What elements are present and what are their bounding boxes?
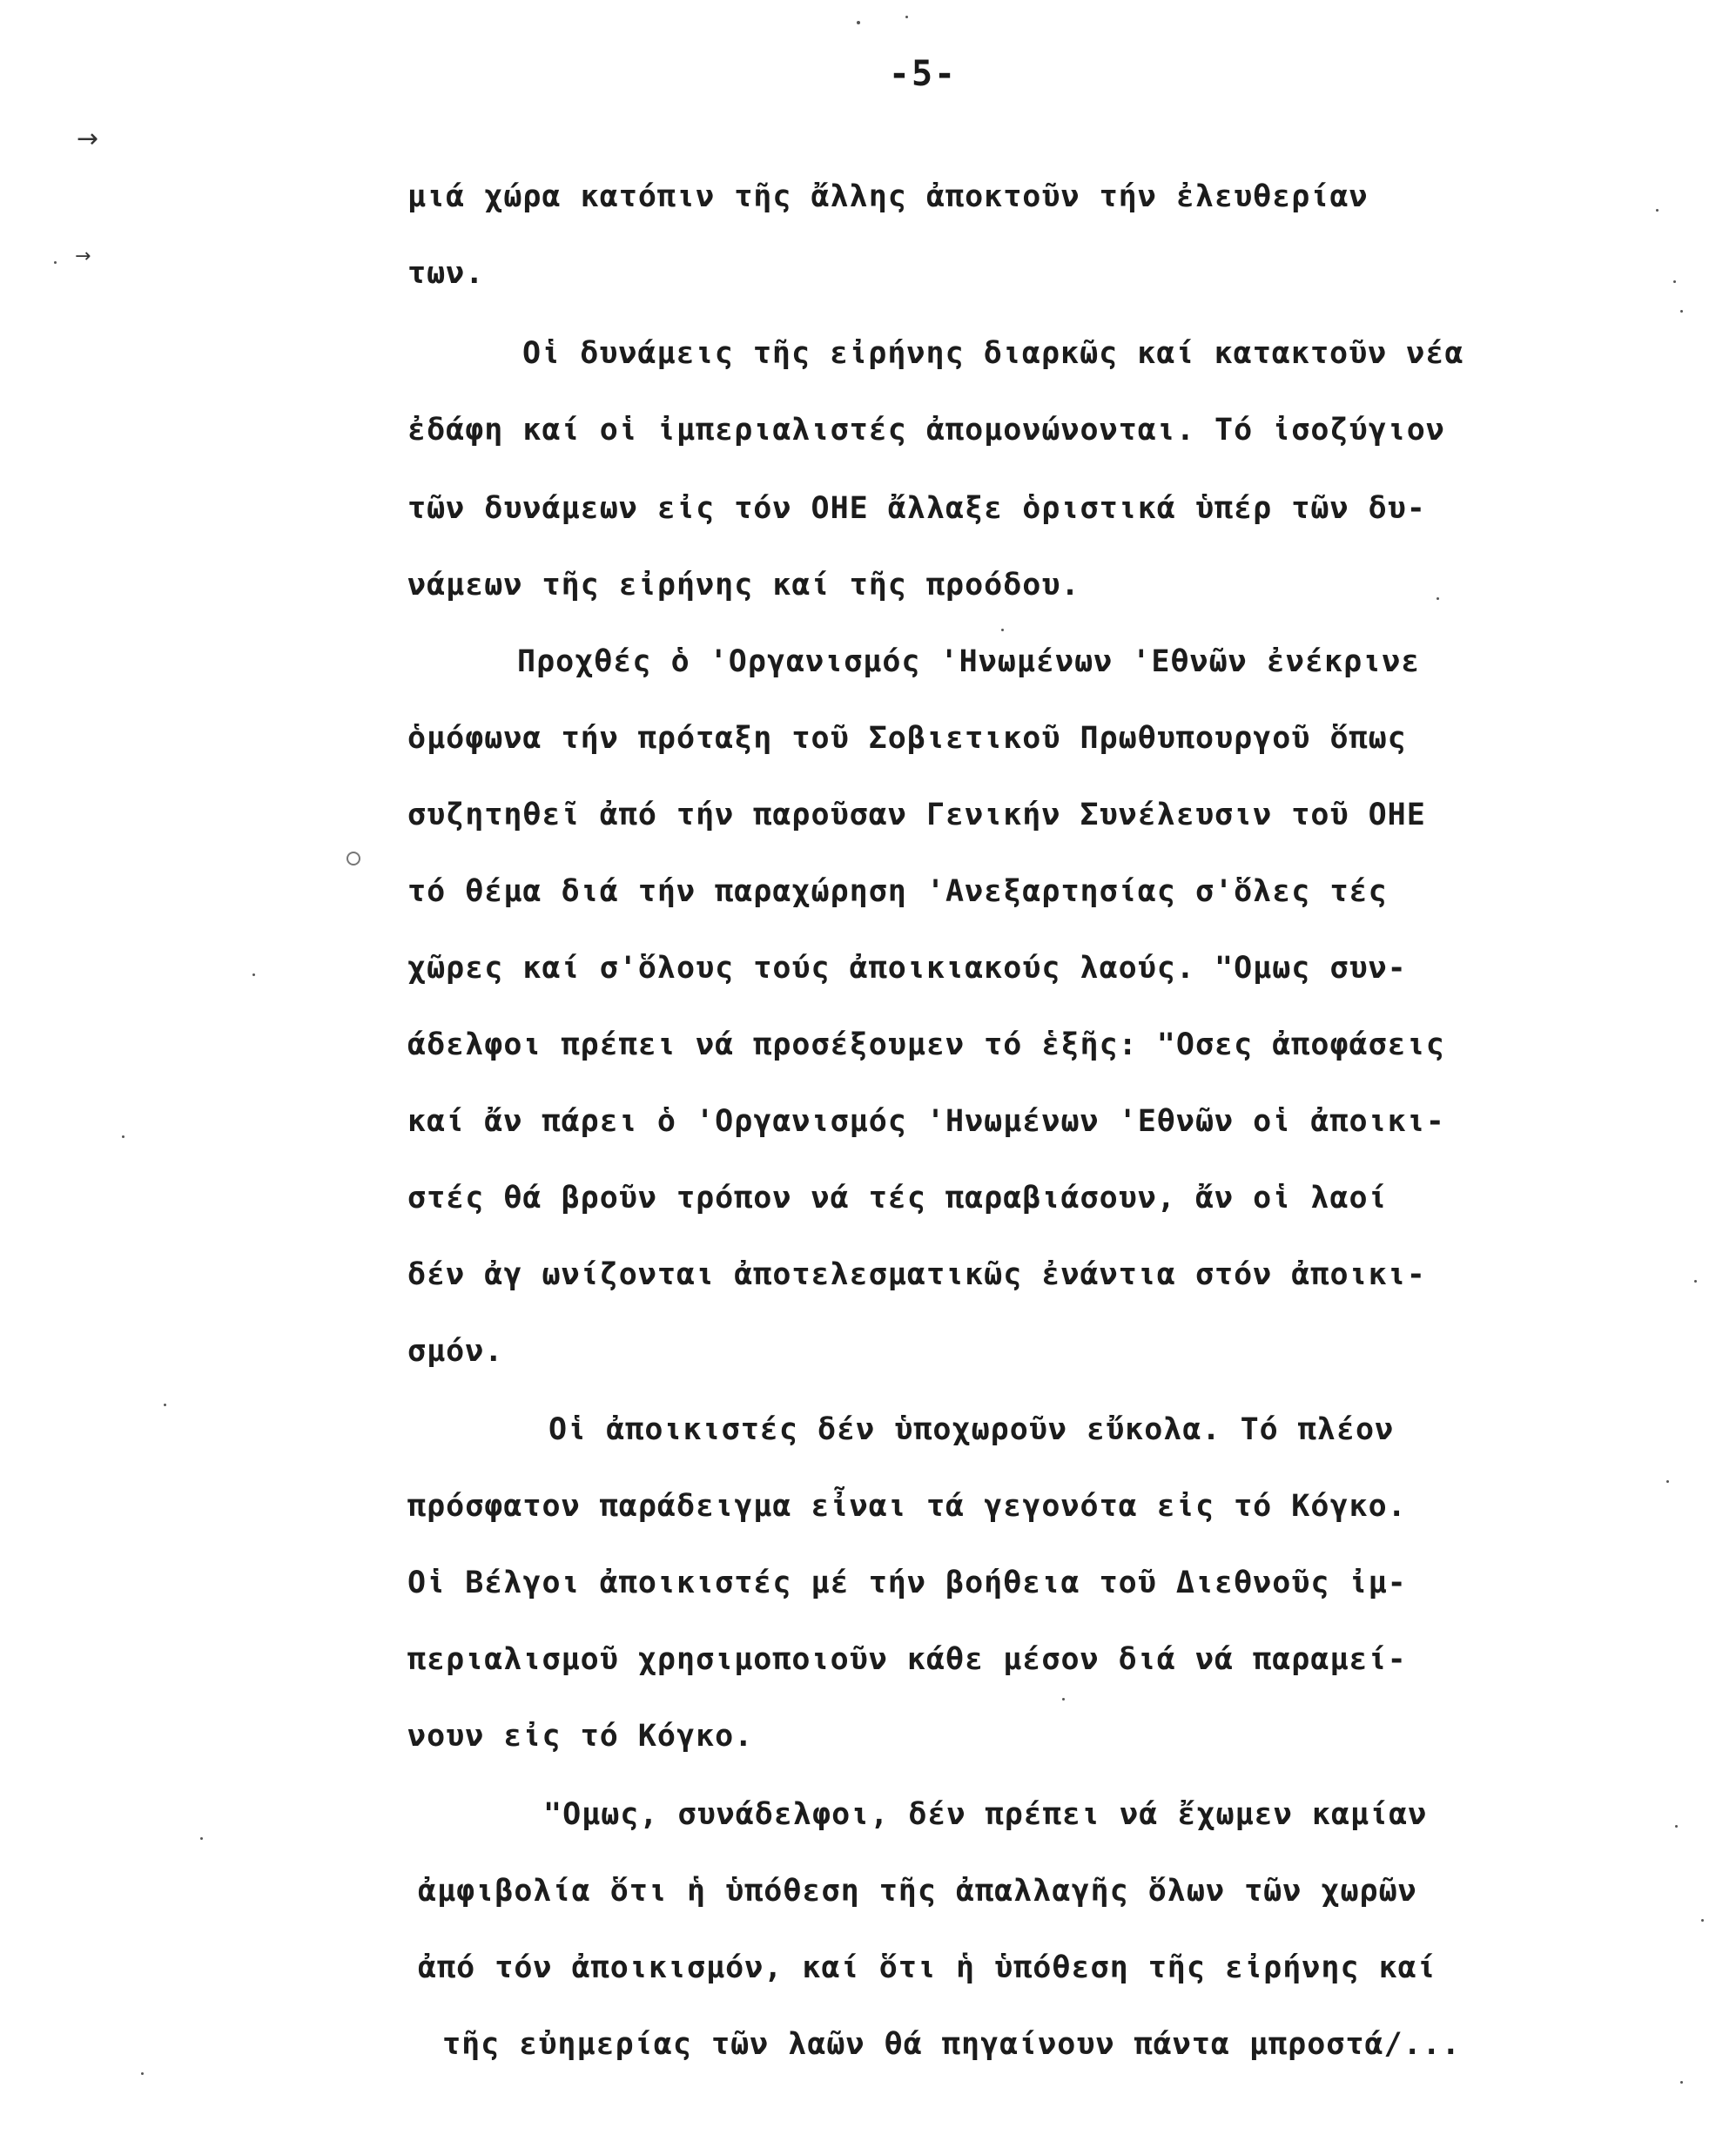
text-line: χῶρες καί σ'ὅλους τούς ἀποικιακούς λαούς. "Ομως συν- xyxy=(407,951,1407,986)
text-line: άδελφοι πρέπει νά προσέξουμεν τό ἑξῆς: "Οσες ἀποφάσεις xyxy=(407,1027,1445,1062)
scan-speck xyxy=(1666,1480,1669,1483)
scan-mark-arrow-icon: → xyxy=(77,124,99,154)
text-line: Προχθές ὁ 'Οργανισμός 'Ηνωμένων 'Εθνῶν ἐνέκρινε xyxy=(517,644,1421,679)
scan-speck xyxy=(1437,597,1439,600)
text-line: καί ἄν πάρει ὁ 'Οργανισμός 'Ηνωμένων 'Εθνῶν οἱ ἀποικι- xyxy=(407,1104,1445,1139)
scan-mark-arrow-icon: → xyxy=(75,246,91,267)
scan-speck xyxy=(1675,1825,1678,1828)
text-line: σμόν. xyxy=(407,1334,504,1369)
text-line: συζητηθεῖ ἀπό τήν παροῦσαν Γενικήν Συνέλευσιν τοῦ ΟΗΕ xyxy=(407,798,1426,832)
text-line: ἐδάφη καί οἱ ἰμπεριαλιστές ἀπομονώνονται. Τό ἰσοζύγιον xyxy=(407,413,1445,448)
text-line: ἀμφιβολία ὅτι ἡ ὑπόθεση τῆς ἀπαλλαγῆς ὅλων τῶν χωρῶν xyxy=(418,1874,1417,1909)
text-line: τό θέμα διά τήν παραχώρηση 'Ανεξαρτησίας σ'ὅλες τές xyxy=(407,874,1388,909)
text-line: των. xyxy=(407,256,485,291)
text-line: μιά χώρα κατόπιν τῆς ἄλλης ἀποκτοῦν τήν ἐλευθερίαν xyxy=(407,179,1369,214)
scan-speck xyxy=(54,261,57,264)
scan-speck xyxy=(200,1837,203,1840)
text-line: τῆς εὐημερίας τῶν λαῶν θά πηγαίνουν πάντα μπροστά/... xyxy=(442,2027,1461,2062)
text-line: ἀπό τόν ἀποικισμόν, καί ὅτι ἡ ὑπόθεση τῆς εἰρήνης καί xyxy=(418,1950,1437,1985)
text-line: στές θά βροῦν τρόπον νά τές παραβιάσουν, ἄν οἱ λαοί xyxy=(407,1181,1388,1216)
scan-speck xyxy=(252,973,255,976)
text-line: Οἱ ἀποικιστές δέν ὑποχωροῦν εὔκολα. Τό πλέον xyxy=(548,1412,1395,1447)
scan-speck xyxy=(164,1404,166,1406)
page-number: -5- xyxy=(888,54,958,94)
text-line: ὁμόφωνα τήν πρόταξη τοῦ Σοβιετικοῦ Πρωθυπουργοῦ ὅπως xyxy=(407,721,1407,756)
text-line: περιαλισμοῦ χρησιμοποιοῦν κάθε μέσον διά νά παραμεί- xyxy=(407,1642,1407,1677)
scan-speck xyxy=(905,16,908,18)
text-line: δέν ἀγ ωνίζονται ἀποτελεσματικῶς ἐνάντια στόν ἀποικι- xyxy=(407,1257,1426,1292)
text-line: Οἱ δυνάμεις τῆς εἰρήνης διαρκῶς καί κατακτοῦν νέα xyxy=(522,336,1464,371)
scan-speck xyxy=(141,2072,144,2075)
scan-speck xyxy=(1656,209,1659,212)
scan-mark-ring-icon xyxy=(347,852,360,865)
scan-speck xyxy=(1673,280,1676,283)
scan-speck xyxy=(1701,1919,1704,1922)
scan-speck xyxy=(1680,2081,1683,2084)
scan-speck xyxy=(857,21,860,24)
text-line: "Ομως, συνάδελφοι, δέν πρέπει νά ἔχωμεν καμίαν xyxy=(543,1797,1428,1832)
text-line: Οἱ Βέλγοι ἀποικιστές μέ τήν βοήθεια τοῦ Διεθνοῦς ἰμ- xyxy=(407,1566,1407,1600)
scan-speck xyxy=(122,1135,124,1138)
scan-speck xyxy=(1062,1698,1065,1701)
scan-speck xyxy=(1001,629,1004,631)
text-line: πρόσφατον παράδειγμα εἶναι τά γεγονότα εἰς τό Κόγκο. xyxy=(407,1489,1407,1524)
text-line: τῶν δυνάμεων εἰς τόν ΟΗΕ ἄλλαξε ὁριστικά ὑπέρ τῶν δυ- xyxy=(407,491,1426,526)
scan-speck xyxy=(1680,310,1683,313)
scan-speck xyxy=(1694,1280,1697,1283)
text-line: νάμεων τῆς εἰρήνης καί τῆς προόδου. xyxy=(407,568,1080,603)
text-line: νουν εἰς τό Κόγκο. xyxy=(407,1719,754,1754)
